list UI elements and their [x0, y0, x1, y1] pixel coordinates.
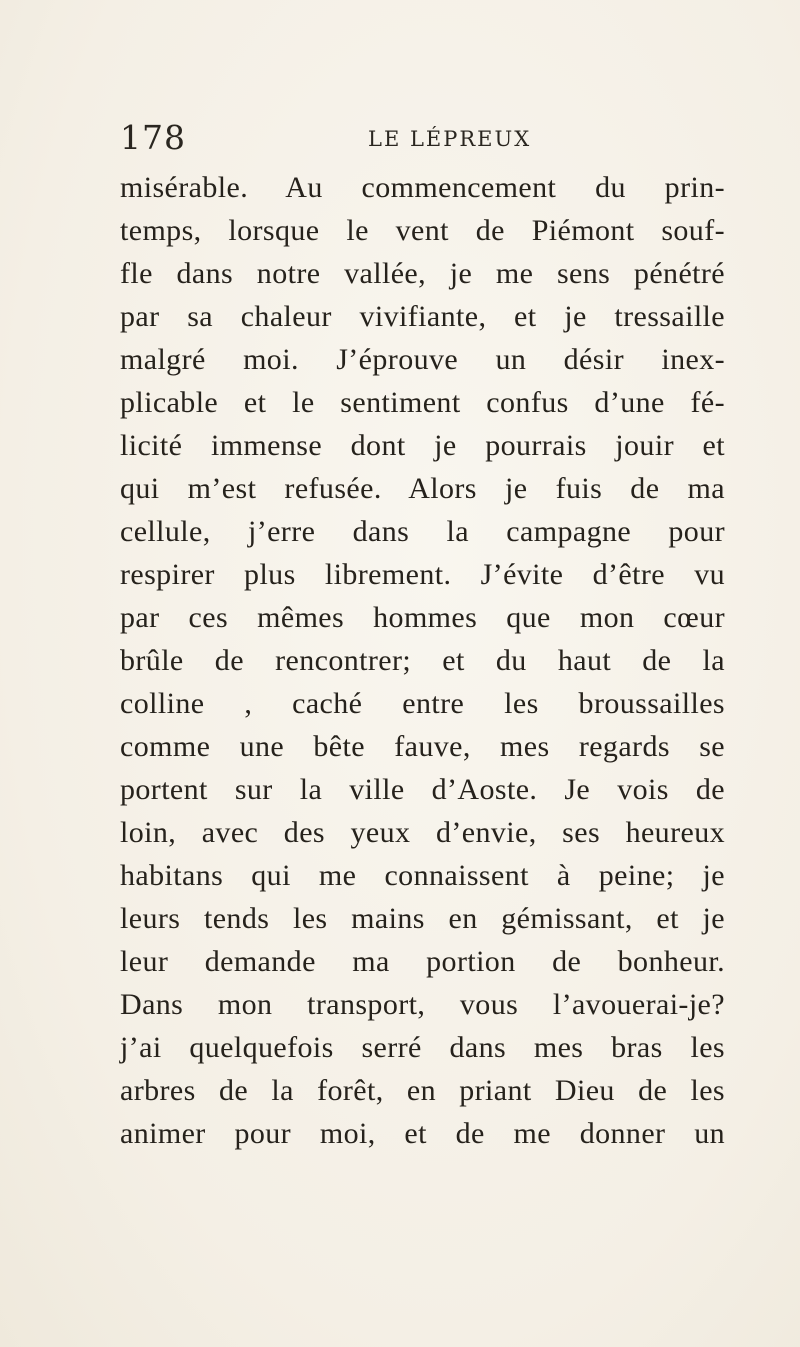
page-number: 178: [120, 118, 186, 157]
text-line: Dans mon transport, vous l’avouerai-je?: [120, 988, 725, 1021]
text-line: animer pour moi, et de me donner un: [120, 1117, 725, 1150]
text-line: temps, lorsque le vent de Piémont souf-: [120, 214, 725, 247]
text-line: qui m’est refusée. Alors je fuis de ma: [120, 472, 725, 505]
text-line: par ces mêmes hommes que mon cœur: [120, 601, 725, 634]
text-line: leur demande ma portion de bonheur.: [120, 945, 725, 978]
text-line: comme une bête fauve, mes regards se: [120, 730, 725, 763]
text-line: misérable. Au commencement du prin-: [120, 171, 725, 204]
text-line: loin, avec des yeux d’envie, ses heureux: [120, 816, 725, 849]
text-line: leurs tends les mains en gémissant, et je: [120, 902, 725, 935]
text-line: colline , caché entre les broussailles: [120, 687, 725, 720]
text-line: cellule, j’erre dans la campagne pour: [120, 515, 725, 548]
text-line: malgré moi. J’éprouve un désir inex-: [120, 343, 725, 376]
text-line: brûle de rencontrer; et du haut de la: [120, 644, 725, 677]
text-line: portent sur la ville d’Aoste. Je vois de: [120, 773, 725, 806]
text-line: arbres de la forêt, en priant Dieu de les: [120, 1074, 725, 1107]
text-line: licité immense dont je pourrais jouir et: [120, 429, 725, 462]
text-line: par sa chaleur vivifiante, et je tressaille: [120, 300, 725, 333]
text-line: fle dans notre vallée, je me sens pénétré: [120, 257, 725, 290]
text-line: habitans qui me connaissent à peine; je: [120, 859, 725, 892]
text-line: respirer plus librement. J’évite d’être vu: [120, 558, 725, 591]
body-text: [120, 166, 725, 1155]
running-title: LE LÉPREUX: [368, 127, 532, 151]
text-line: plicable et le sentiment confus d’une fé-: [120, 386, 725, 419]
running-head: [120, 118, 725, 158]
text-line: j’ai quelquefois serré dans mes bras les: [120, 1031, 725, 1064]
